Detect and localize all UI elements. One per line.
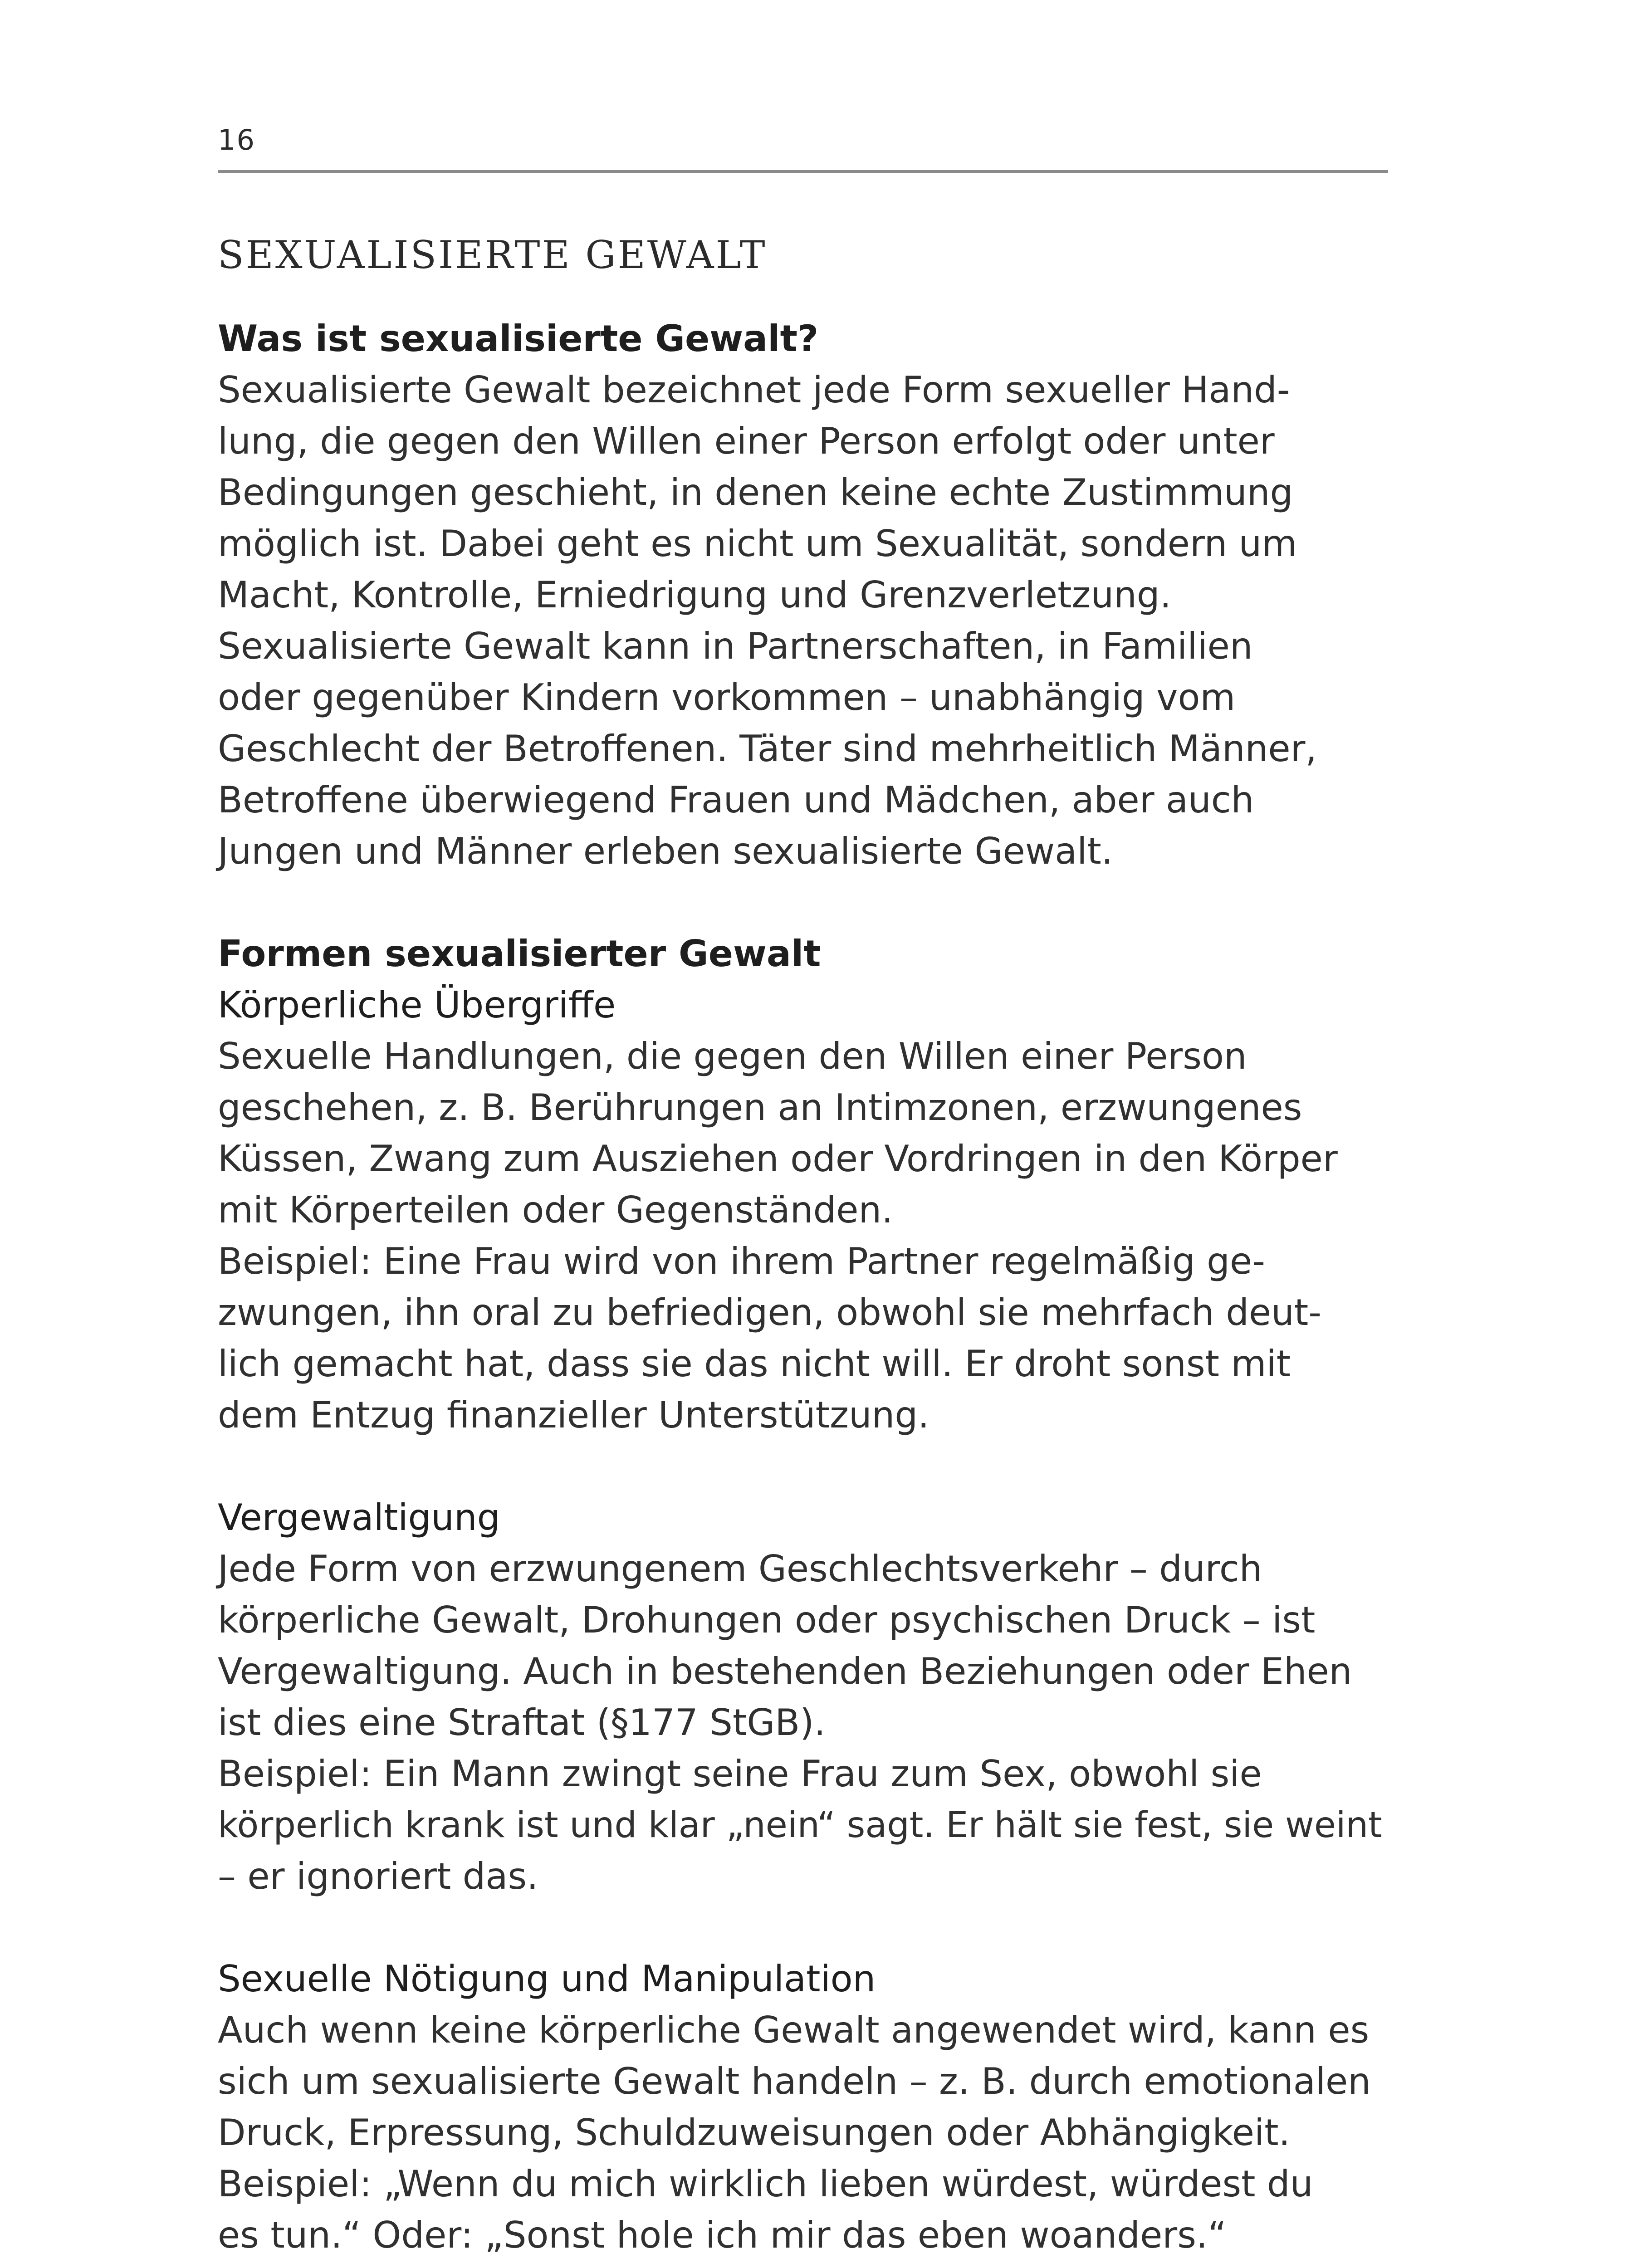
paragraph-line: Geschlecht der Betroffenen. Täter sind mehrheitlich Männer,: [218, 728, 1317, 770]
paragraph-line: Macht, Kontrolle, Erniedrigung und Grenzverletzung.: [218, 574, 1172, 616]
paragraph-line: Bedingungen geschieht, in denen keine echte Zustimmung: [218, 471, 1293, 513]
paragraph-line: Auch wenn keine körperliche Gewalt angewendet wird, kann es: [218, 2009, 1370, 2051]
paragraph-line: Beispiel: „Wenn du mich wirklich lieben würdest, würdest du: [218, 2163, 1313, 2205]
paragraph-line: Sexualisierte Gewalt kann in Partnerschaften, in Familien: [218, 625, 1253, 667]
section-heading-what-is: Was ist sexualisierte Gewalt?: [218, 318, 819, 360]
book-page: [218, 0, 1388, 2268]
page-content: [218, 313, 1388, 2261]
paragraph-line: körperlich krank ist und klar „nein“ sagt. Er hält sie fest, sie weint: [218, 1804, 1382, 1846]
paragraph-line: oder gegenüber Kindern vorkommen – unabhängig vom: [218, 676, 1236, 719]
chapter-title: SEXUALISIERTE GEWALT: [218, 233, 767, 277]
paragraph-line: Beispiel: Eine Frau wird von ihrem Partner regelmäßig ge-: [218, 1240, 1266, 1282]
subheading-coercion: Sexuelle Nötigung und Manipulation: [218, 1958, 876, 2000]
section-heading-forms: Formen sexualisierter Gewalt: [218, 933, 821, 975]
paragraph-line: dem Entzug finanzieller Unterstützung.: [218, 1394, 929, 1436]
paragraph-line: Vergewaltigung. Auch in bestehenden Beziehungen oder Ehen: [218, 1650, 1352, 1692]
paragraph-line: Druck, Erpressung, Schuldzuweisungen oder Abhängigkeit.: [218, 2112, 1291, 2154]
paragraph-line: möglich ist. Dabei geht es nicht um Sexualität, sondern um: [218, 523, 1297, 565]
paragraph-gap: [218, 1441, 1388, 1492]
paragraph-line: – er ignoriert das.: [218, 1855, 538, 1897]
paragraph-line: Betroffene überwiegend Frauen und Mädchen, aber auch: [218, 779, 1254, 821]
paragraph-gap: [218, 1902, 1388, 1953]
paragraph-line: Jungen und Männer erleben sexualisierte Gewalt.: [218, 830, 1113, 872]
subheading-rape: Vergewaltigung: [218, 1496, 500, 1539]
header-rule: [218, 170, 1388, 173]
paragraph-line: sich um sexualisierte Gewalt handeln – z. B. durch emotionalen: [218, 2060, 1371, 2102]
paragraph-line: lung, die gegen den Willen einer Person erfolgt oder unter: [218, 420, 1275, 462]
paragraph-line: Küssen, Zwang zum Ausziehen oder Vordringen in den Körper: [218, 1138, 1338, 1180]
paragraph-line: zwungen, ihn oral zu befriedigen, obwohl sie mehrfach deut-: [218, 1291, 1322, 1334]
paragraph-line: ist dies eine Straftat (§177 StGB).: [218, 1701, 826, 1744]
paragraph-line: Sexualisierte Gewalt bezeichnet jede Form sexueller Hand-: [218, 369, 1290, 411]
page-number: 16: [218, 123, 255, 156]
paragraph-line: mit Körperteilen oder Gegenständen.: [218, 1189, 893, 1231]
paragraph-gap: [218, 877, 1388, 928]
paragraph-line: lich gemacht hat, dass sie das nicht will. Er droht sonst mit: [218, 1343, 1291, 1385]
paragraph-line: Sexuelle Handlungen, die gegen den Willen einer Person: [218, 1035, 1247, 1077]
paragraph-line: es tun.“ Oder: „Sonst hole ich mir das eben woanders.“: [218, 2214, 1227, 2256]
paragraph-line: Jede Form von erzwungenem Geschlechtsverkehr – durch: [218, 1548, 1262, 1590]
subheading-physical-assault: Körperliche Übergriffe: [218, 984, 616, 1026]
paragraph-line: geschehen, z. B. Berührungen an Intimzonen, erzwungenes: [218, 1086, 1302, 1129]
paragraph-line: körperliche Gewalt, Drohungen oder psychischen Druck – ist: [218, 1599, 1316, 1641]
paragraph-line: Beispiel: Ein Mann zwingt seine Frau zum Sex, obwohl sie: [218, 1753, 1262, 1795]
